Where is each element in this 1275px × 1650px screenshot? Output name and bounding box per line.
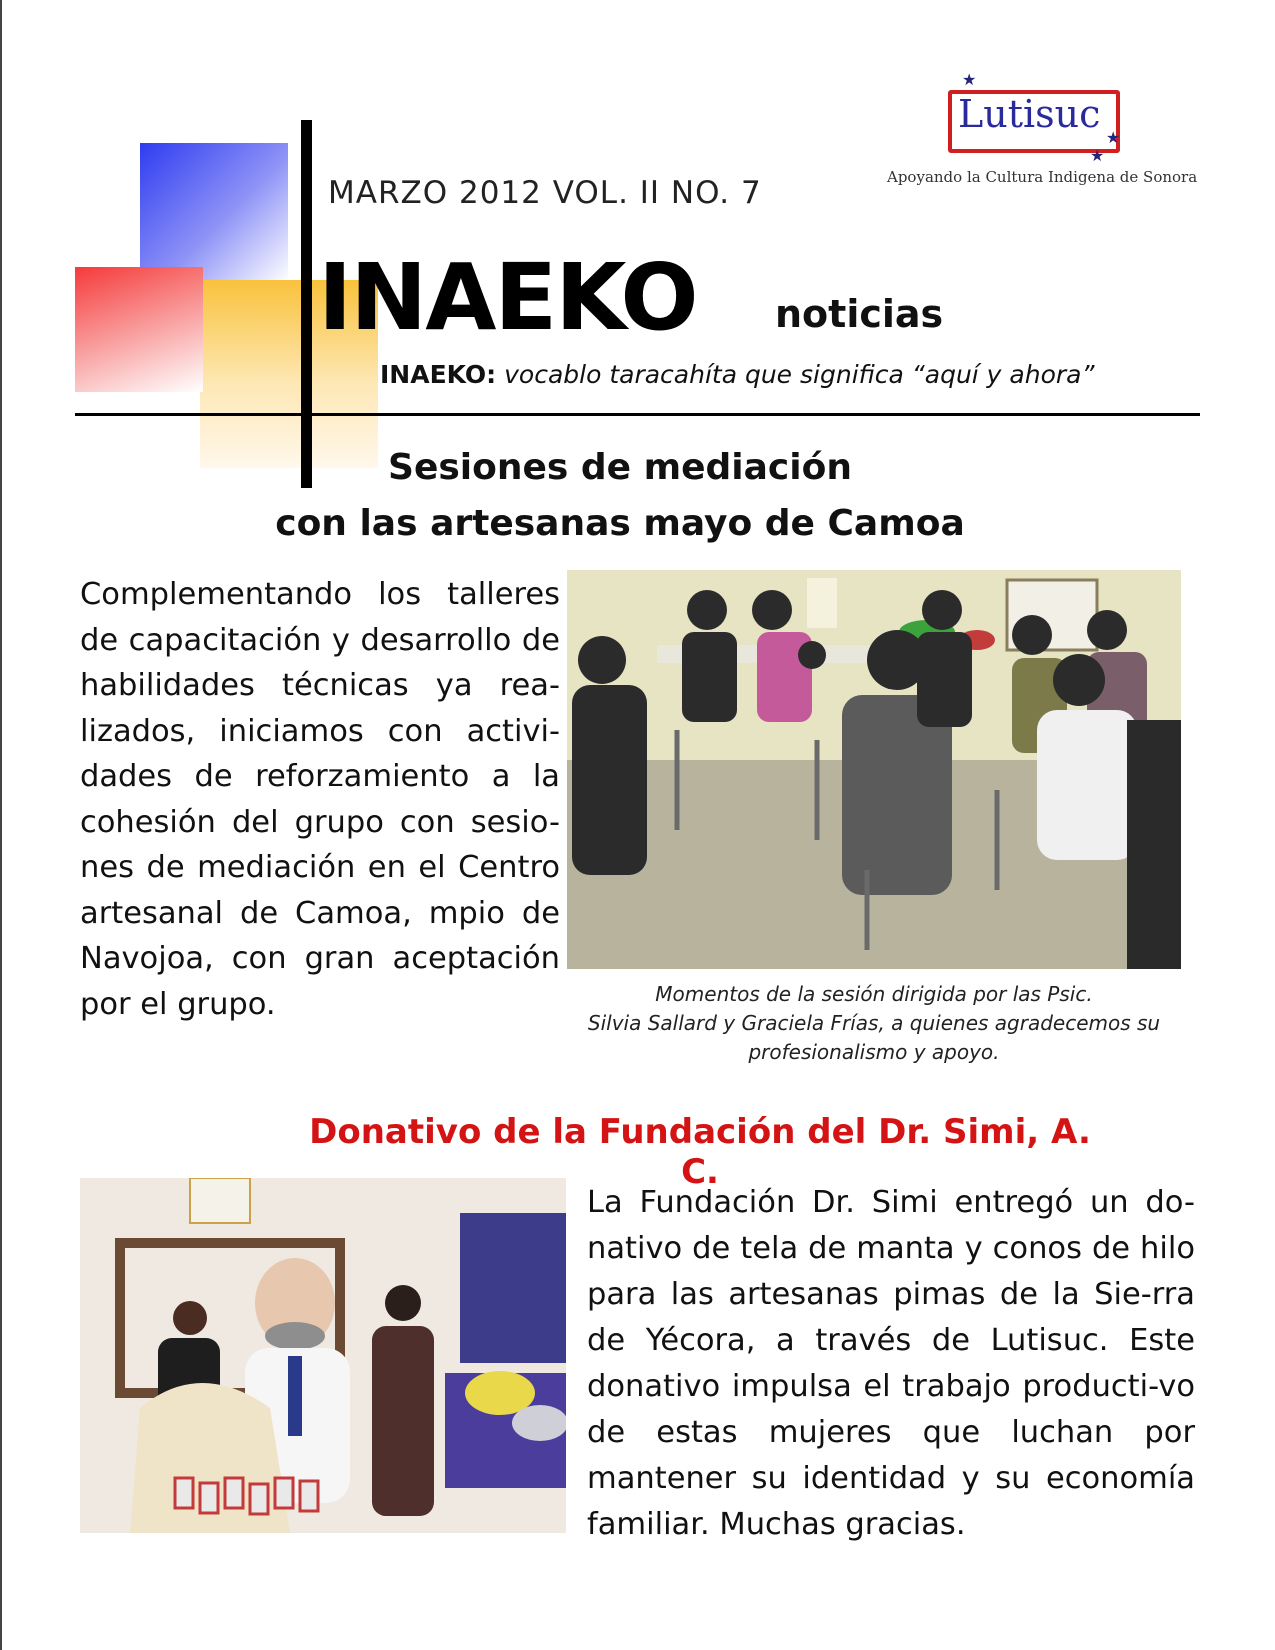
tagline	[380, 360, 1094, 389]
donation-photo	[80, 1178, 566, 1533]
header-rule	[75, 413, 1200, 416]
caption-line: profesionalismo y apoyo.	[748, 1040, 1000, 1064]
masthead-subtitle: noticias	[775, 292, 944, 336]
article1-caption	[560, 980, 1188, 1067]
logo-star-icon: ★	[962, 70, 977, 89]
masthead-title: INAEKO	[318, 244, 697, 351]
article1-photo	[567, 570, 1181, 969]
tagline-definition: vocablo taracahíta que significa “aquí y ahora”	[504, 360, 1095, 389]
logo-star-icon: ★	[1090, 146, 1105, 165]
caption-line: Silvia Sallard y Graciela Frías, a quienes agradecemos su	[587, 1011, 1161, 1035]
article1-title-line2: con las artesanas mayo de Camoa	[275, 503, 965, 544]
logo-wordmark: Lutisuc	[958, 92, 1101, 136]
article1-body: Complementando los talleres de capacitación y desarrollo de habilidades técnicas ya rea-lizados, iniciamos con activi-dades de reforzamiento a la cohesión del grupo con sesio-nes de mediación en el Centro artesanal de Camoa, mpio de Navojoa, con gran aceptación por el grupo.	[80, 577, 560, 1022]
mediation-session-photo	[567, 570, 1181, 969]
page-edge	[0, 0, 2, 1650]
article2-body: La Fundación Dr. Simi entregó un do-nativo de tela de manta y conos de hilo para las artesanas pimas de la Sie-rra de Yécora, a través de Lutisuc. Este donativo impulsa el trabajo producti-vo de estas mujeres que luchan por mantener su identidad y su economía familiar. Muchas gracias.	[587, 1185, 1195, 1542]
article2-title: Donativo de la Fundación del Dr. Simi, A. C.	[309, 1112, 1091, 1192]
caption-line: Momentos de la sesión dirigida por las Psic.	[655, 982, 1093, 1006]
article1-title-line1: Sesiones de mediación	[388, 447, 852, 488]
tagline-term: INAEKO:	[380, 360, 497, 389]
logo-caption: Apoyando la Cultura Indigena de Sonora	[887, 168, 1198, 186]
logo-star-icon: ★	[1106, 128, 1121, 147]
header-vertical-bar	[301, 120, 312, 488]
issue-line: MARZO 2012 VOL. II NO. 7	[328, 175, 762, 211]
article2-photo	[80, 1178, 566, 1533]
decor-red-square	[75, 267, 203, 392]
decor-blue-square	[140, 143, 288, 283]
